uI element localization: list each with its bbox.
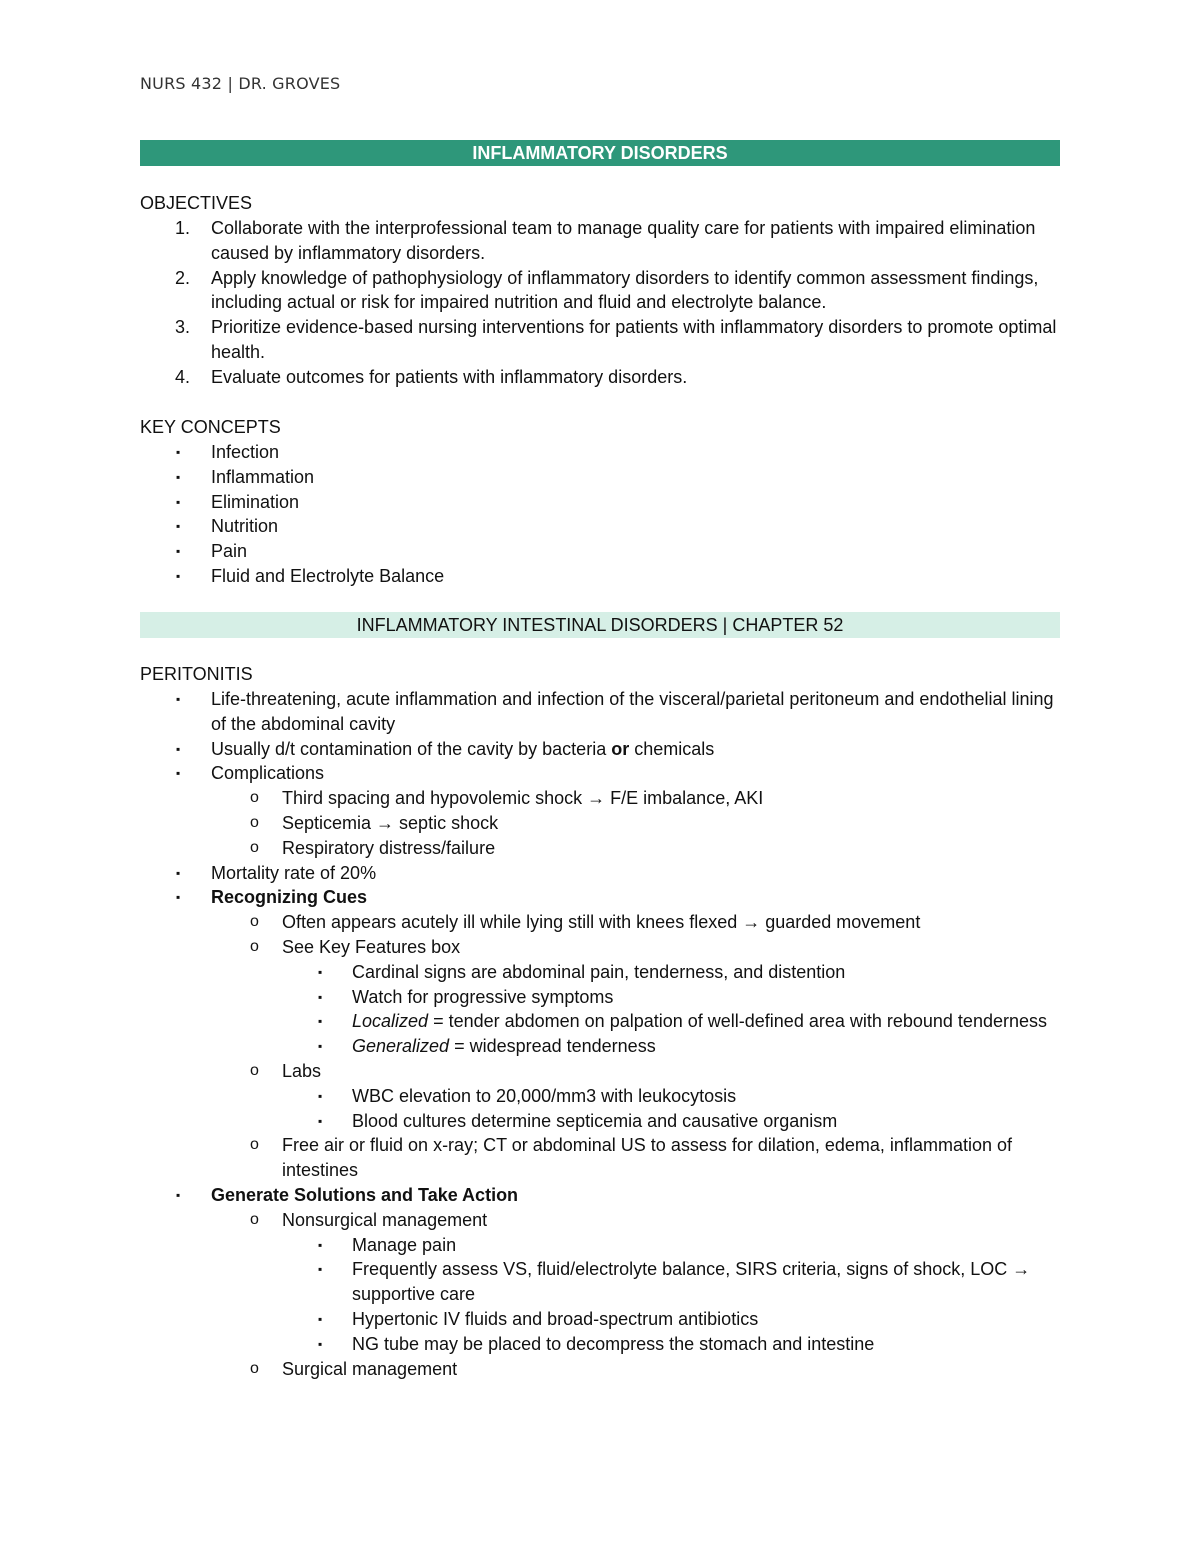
square-bullet-icon: ▪: [176, 469, 181, 484]
peritonitis-heading: PERITONITIS: [140, 664, 253, 684]
square-bullet-icon: ▪: [176, 568, 181, 583]
sub-list-item: o Third spacing and hypovolemic shock → F/E imbalance, AKI: [140, 786, 1054, 811]
objective-item-cont: including actual or risk for impaired nutrition and fluid and electrolyte balance.: [211, 292, 827, 313]
circle-bullet-icon: o: [250, 813, 259, 831]
circle-bullet-icon: o: [250, 937, 259, 955]
square-bullet-icon: ▪: [176, 692, 181, 706]
circle-bullet-icon: o: [250, 838, 259, 856]
sub-sub-list-item: ▪ Manage pain: [140, 1233, 1054, 1258]
chapter-title: INFLAMMATORY INTESTINAL DISORDERS | CHAPTER 52: [356, 615, 844, 635]
concept-item: ▪ Infection: [140, 440, 444, 465]
sub-list-item: o Often appears acutely ill while lying still with knees flexed → guarded movement: [140, 910, 1054, 935]
sub-sub-list-item-cont: supportive care: [352, 1284, 476, 1305]
concept-item: ▪ Inflammation: [140, 465, 444, 490]
square-bullet-icon: ▪: [176, 1187, 181, 1202]
concept-item: ▪ Elimination: [140, 490, 444, 515]
title-bar: [140, 140, 1060, 166]
square-bullet-icon: ▪: [318, 1039, 323, 1054]
square-bullet-icon: ▪: [318, 1237, 323, 1252]
sub-sub-list-item: ▪ Generalized = widespread tenderness: [140, 1034, 1054, 1059]
circle-bullet-icon: o: [250, 913, 259, 931]
square-bullet-icon: ▪: [318, 1088, 323, 1103]
objective-item: 2. Apply knowledge of pathophysiology of inflammatory disorders to identify common assessment findings,: [175, 267, 1039, 288]
square-bullet-icon: ▪: [176, 445, 181, 459]
square-bullet-icon: ▪: [176, 494, 181, 509]
list-item: ▪ Usually d/t contamination of the cavity by bacteria or chemicals: [140, 737, 1054, 762]
document-title: INFLAMMATORY DISORDERS: [472, 143, 728, 163]
list-item: ▪ Recognizing Cues: [140, 885, 1054, 910]
sub-list-item: o Free air or fluid on x-ray; CT or abdominal US to assess for dilation, edema, inflammation of: [140, 1133, 1054, 1158]
concept-item: ▪ Fluid and Electrolyte Balance: [140, 564, 444, 589]
square-bullet-icon: ▪: [318, 1311, 323, 1326]
objective-item-cont: health.: [211, 341, 266, 362]
list-item: ▪ Generate Solutions and Take Action: [140, 1183, 1054, 1208]
sub-list-item: o Nonsurgical management: [140, 1208, 1054, 1233]
sub-list-item: o Labs: [140, 1059, 1054, 1084]
square-bullet-icon: ▪: [176, 766, 181, 781]
objectives-section: [140, 191, 1056, 390]
circle-bullet-icon: o: [250, 1359, 259, 1377]
key-concepts-heading: KEY CONCEPTS: [140, 417, 281, 437]
square-bullet-icon: ▪: [318, 1113, 323, 1128]
square-bullet-icon: ▪: [318, 989, 323, 1004]
list-item-cont: of the abdominal cavity: [211, 713, 396, 734]
chapter-bar: [140, 612, 1060, 638]
list-item: ▪ Complications: [140, 761, 1054, 786]
objectives-heading: OBJECTIVES: [140, 193, 253, 213]
circle-bullet-icon: o: [250, 1136, 259, 1154]
square-bullet-icon: ▪: [176, 519, 181, 534]
square-bullet-icon: ▪: [176, 890, 181, 905]
list-item: ▪ Life-threatening, acute inflammation and infection of the visceral/parietal peritoneum and endothelial lining: [140, 687, 1054, 712]
square-bullet-icon: ▪: [176, 865, 181, 880]
sub-sub-list-item: ▪ WBC elevation to 20,000/mm3 with leukocytosis: [140, 1084, 1054, 1109]
sub-sub-list-item: ▪ Hypertonic IV fluids and broad-spectrum antibiotics: [140, 1307, 1054, 1332]
sub-list-item-cont: intestines: [282, 1160, 359, 1181]
sub-sub-list-item: ▪ Blood cultures determine septicemia and causative organism: [140, 1109, 1054, 1134]
objective-item: 3. Prioritize evidence-based nursing interventions for patients with inflammatory disorders to promote optimal: [175, 317, 1057, 338]
key-concepts-section: [140, 415, 444, 589]
square-bullet-icon: ▪: [176, 544, 181, 559]
list-item: ▪ Mortality rate of 20%: [140, 861, 1054, 886]
sub-sub-list-item: ▪ Cardinal signs are abdominal pain, tenderness, and distention: [140, 960, 1054, 985]
objective-item: 1. Collaborate with the interprofessional team to manage quality care for patients with impaired elimination: [175, 218, 1036, 238]
sub-sub-list-item: ▪ NG tube may be placed to decompress the stomach and intestine: [140, 1332, 1054, 1357]
concept-item: ▪ Nutrition: [140, 514, 444, 539]
circle-bullet-icon: o: [250, 789, 259, 807]
circle-bullet-icon: o: [250, 1210, 259, 1228]
page-header: NURS 432 | DR. GROVES: [140, 74, 341, 93]
sub-list-item: o Surgical management: [140, 1357, 1054, 1382]
square-bullet-icon: ▪: [318, 964, 323, 979]
sub-sub-list-item: ▪ Frequently assess VS, fluid/electrolyte balance, SIRS criteria, signs of shock, LOC →: [140, 1257, 1054, 1282]
sub-list-item: o See Key Features box: [140, 935, 1054, 960]
square-bullet-icon: ▪: [318, 1336, 323, 1351]
sub-list-item: o Respiratory distress/failure: [140, 836, 1054, 861]
square-bullet-icon: ▪: [318, 1014, 323, 1029]
square-bullet-icon: ▪: [318, 1262, 323, 1277]
sub-list-item: o Septicemia → septic shock: [140, 811, 1054, 836]
sub-sub-list-item: ▪ Watch for progressive symptoms: [140, 985, 1054, 1010]
peritonitis-section: [140, 662, 1054, 1381]
circle-bullet-icon: o: [250, 1061, 259, 1079]
objective-item-cont: caused by inflammatory disorders.: [211, 242, 486, 263]
sub-sub-list-item: ▪ Localized = tender abdomen on palpation of well-defined area with rebound tenderness: [140, 1009, 1054, 1034]
square-bullet-icon: ▪: [176, 741, 181, 756]
concept-item: ▪ Pain: [140, 539, 444, 564]
objective-item: 4. Evaluate outcomes for patients with inflammatory disorders.: [175, 366, 688, 387]
